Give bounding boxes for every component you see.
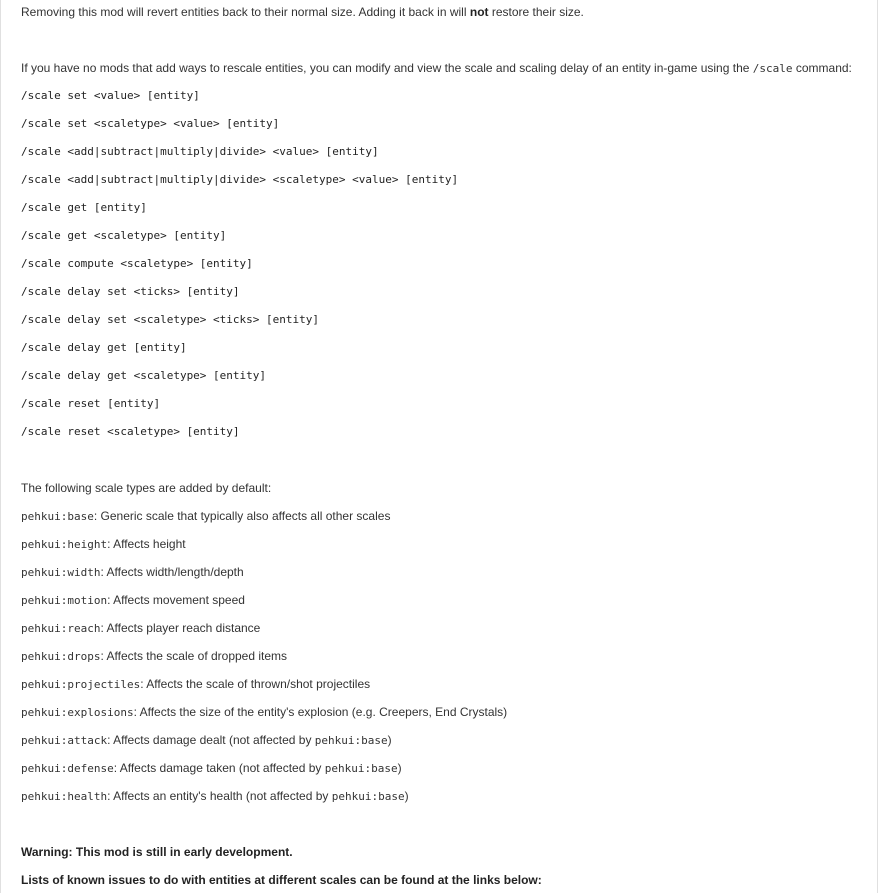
- scale-type-code: pehkui:height: [21, 538, 108, 551]
- scale-type-item: [21, 676, 370, 693]
- scale-type-desc: : Affects damage taken (not affected by: [113, 761, 325, 775]
- warning-text: [21, 844, 293, 860]
- scale-type-item: [21, 620, 260, 637]
- scale-type-code: pehkui:width: [21, 566, 101, 579]
- scale-type-ref-code: pehkui:base: [331, 790, 405, 803]
- scale-type-desc-end: ): [397, 761, 402, 775]
- scale-types-heading: The following scale types are added by default:: [21, 481, 272, 495]
- scale-type-code: pehkui:drops: [21, 650, 101, 663]
- scale-type-code: pehkui:projectiles: [21, 678, 141, 691]
- scale-type-item: [21, 732, 392, 749]
- command-line: /scale reset <scaletype> [entity]: [21, 425, 240, 438]
- scale-type-item: [21, 536, 186, 553]
- scale-type-item: [21, 564, 244, 581]
- scale-type-ref-code: pehkui:base: [324, 762, 398, 775]
- scale-type-desc: : Affects the scale of thrown/shot projectiles: [140, 677, 371, 691]
- scale-type-item: [21, 592, 245, 609]
- scale-type-desc: : Affects the size of the entity's explosion (e.g. Creepers, End Crystals): [133, 705, 508, 719]
- command-line: /scale set <scaletype> <value> [entity]: [21, 117, 280, 130]
- warning-bold: Warning: This mod is still in early development.: [21, 845, 293, 859]
- command-line: /scale delay set <ticks> [entity]: [21, 285, 240, 298]
- inline-code: /scale: [752, 62, 793, 75]
- scale-type-code: pehkui:motion: [21, 594, 108, 607]
- issues-note-bold: Lists of known issues to do with entities at different scales can be found at the links below:: [21, 873, 542, 887]
- command-intro-text-end: command:: [792, 61, 852, 75]
- command-line: /scale <add|subtract|multiply|divide> <value> [entity]: [21, 145, 379, 158]
- scale-type-item: [21, 648, 287, 665]
- scale-type-desc: : Affects height: [107, 537, 186, 551]
- scale-type-item: [21, 704, 507, 721]
- command-line: /scale compute <scaletype> [entity]: [21, 257, 253, 270]
- intro-text-end: restore their size.: [488, 5, 584, 19]
- scale-type-code: pehkui:explosions: [21, 706, 134, 719]
- scale-type-desc: : Affects player reach distance: [100, 621, 261, 635]
- scale-type-ref-code: pehkui:base: [314, 734, 388, 747]
- scale-type-desc: : Affects damage dealt (not affected by: [107, 733, 315, 747]
- scale-type-item: [21, 508, 390, 525]
- scale-type-desc: : Affects the scale of dropped items: [100, 649, 288, 663]
- issues-note: [21, 872, 542, 888]
- scale-type-code: pehkui:attack: [21, 734, 108, 747]
- scale-type-code: pehkui:defense: [21, 762, 114, 775]
- scale-type-item: [21, 788, 409, 805]
- scale-type-code: pehkui:base: [21, 510, 94, 523]
- command-line: /scale delay get [entity]: [21, 341, 187, 354]
- intro-bold: not: [469, 5, 489, 19]
- scale-type-item: [21, 760, 402, 777]
- scale-type-desc: : Affects an entity's health (not affected by: [107, 789, 332, 803]
- intro-text: Removing this mod will revert entities back to their normal size. Adding it back in will: [21, 5, 470, 19]
- intro-paragraph: [21, 4, 584, 20]
- scale-type-desc-end: ): [387, 733, 392, 747]
- scale-type-code: pehkui:health: [21, 790, 108, 803]
- scale-type-code: pehkui:reach: [21, 622, 101, 635]
- scale-type-desc: : Affects movement speed: [107, 593, 245, 607]
- command-intro-paragraph: [21, 60, 852, 77]
- command-line: /scale delay set <scaletype> <ticks> [entity]: [21, 313, 320, 326]
- command-line: /scale reset [entity]: [21, 397, 161, 410]
- command-line: /scale set <value> [entity]: [21, 89, 200, 102]
- command-line: /scale get [entity]: [21, 201, 147, 214]
- scale-type-desc: : Generic scale that typically also affects all other scales: [93, 509, 391, 523]
- command-intro-text: If you have no mods that add ways to rescale entities, you can modify and view the scale and scaling delay of an entity in-game using the: [21, 61, 753, 75]
- command-line: /scale delay get <scaletype> [entity]: [21, 369, 267, 382]
- command-line: /scale <add|subtract|multiply|divide> <scaletype> <value> [entity]: [21, 173, 459, 186]
- command-line: /scale get <scaletype> [entity]: [21, 229, 227, 242]
- scale-type-desc: : Affects width/length/depth: [100, 565, 244, 579]
- scale-type-desc-end: ): [404, 789, 409, 803]
